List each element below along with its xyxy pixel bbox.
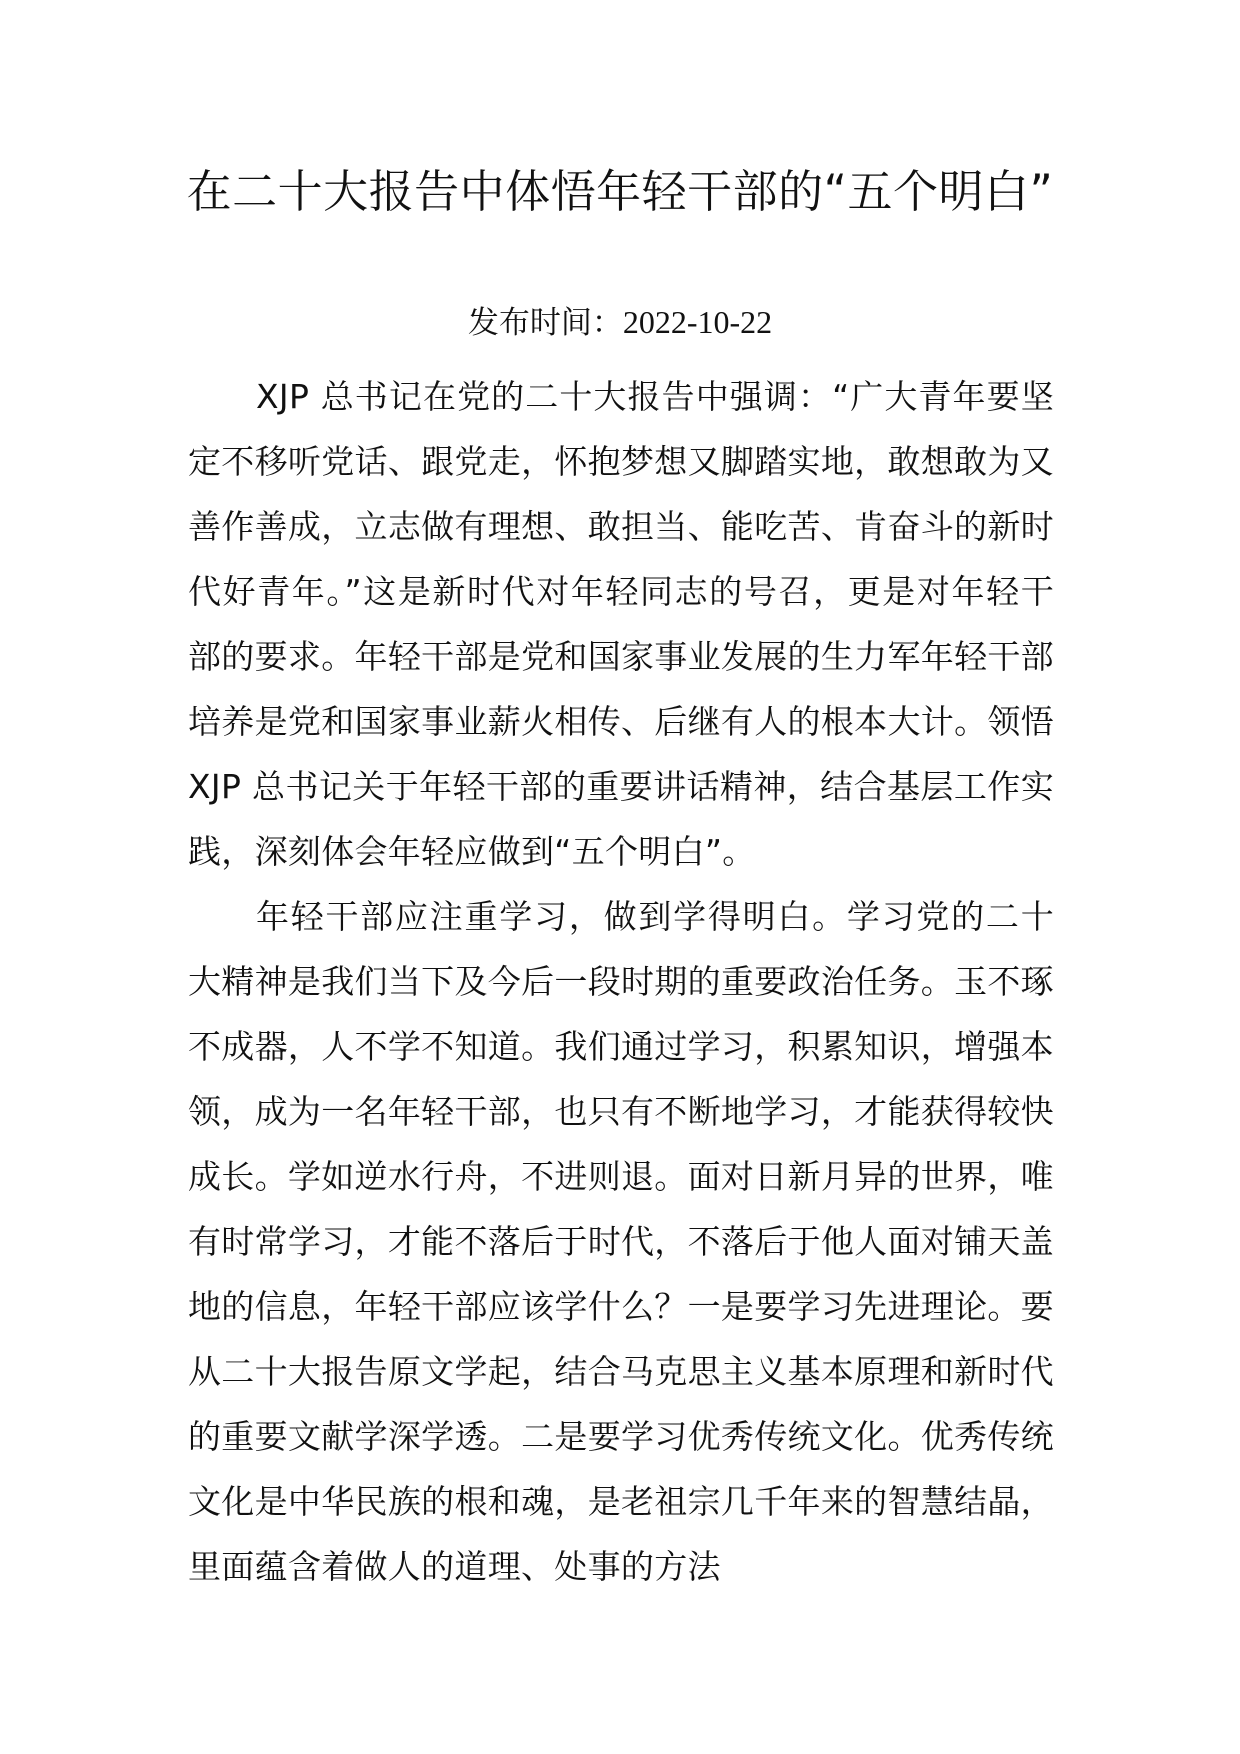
publish-info xyxy=(180,300,1060,345)
paragraph-2: 年轻干部应注重学习，做到学得明白。学习党的二十大精神是我们当下及今后一段时期的重要政治任务。玉不琢不成器，人不学不知道。我们通过学习，积累知识，增强本领，成为一名年轻干部，也只有不断地学习，才能获得较快成长。学如逆水行舟，不进则退。面对日新月异的世界，唯有时常学习，才能不落后于时代，不落后于他人面对铺天盖地的信息，年轻干部应该学什么？一是要学习先进理论。要从二十大报告原文学起，结合马克思主义基本原理和新时代的重要文献学深学透。二是要学习优秀传统文化。优秀传统文化是中华民族的根和魂，是老祖宗几千年来的智慧结晶，里面蕴含着做人的道理、处事的方法 xyxy=(188,897,1054,1586)
publish-label: 发布时间： xyxy=(467,305,623,341)
publish-date: 2022-10-22 xyxy=(622,304,773,340)
paragraph-1: XJP 总书记在党的二十大报告中强调：“广大青年要坚定不移听党话、跟党走，怀抱梦想又脚踏实地，敢想敢为又善作善成，立志做有理想、敢担当、能吃苦、肯奋斗的新时代好青年。”这是新时代对年轻同志的号召，更是对年轻干部的要求。年轻干部是党和国家事业发展的生力军年轻干部培养是党和国家事业薪火相传、后继有人的根本大计。领悟 XJP 总书记关于年轻干部的重要讲话精神，结合基层工作实践，深刻体会年轻应做到“五个明白”。 xyxy=(188,377,1054,871)
document-title: 在二十大报告中体悟年轻干部的“五个明白” xyxy=(186,165,1054,218)
article-body xyxy=(188,364,1054,1599)
